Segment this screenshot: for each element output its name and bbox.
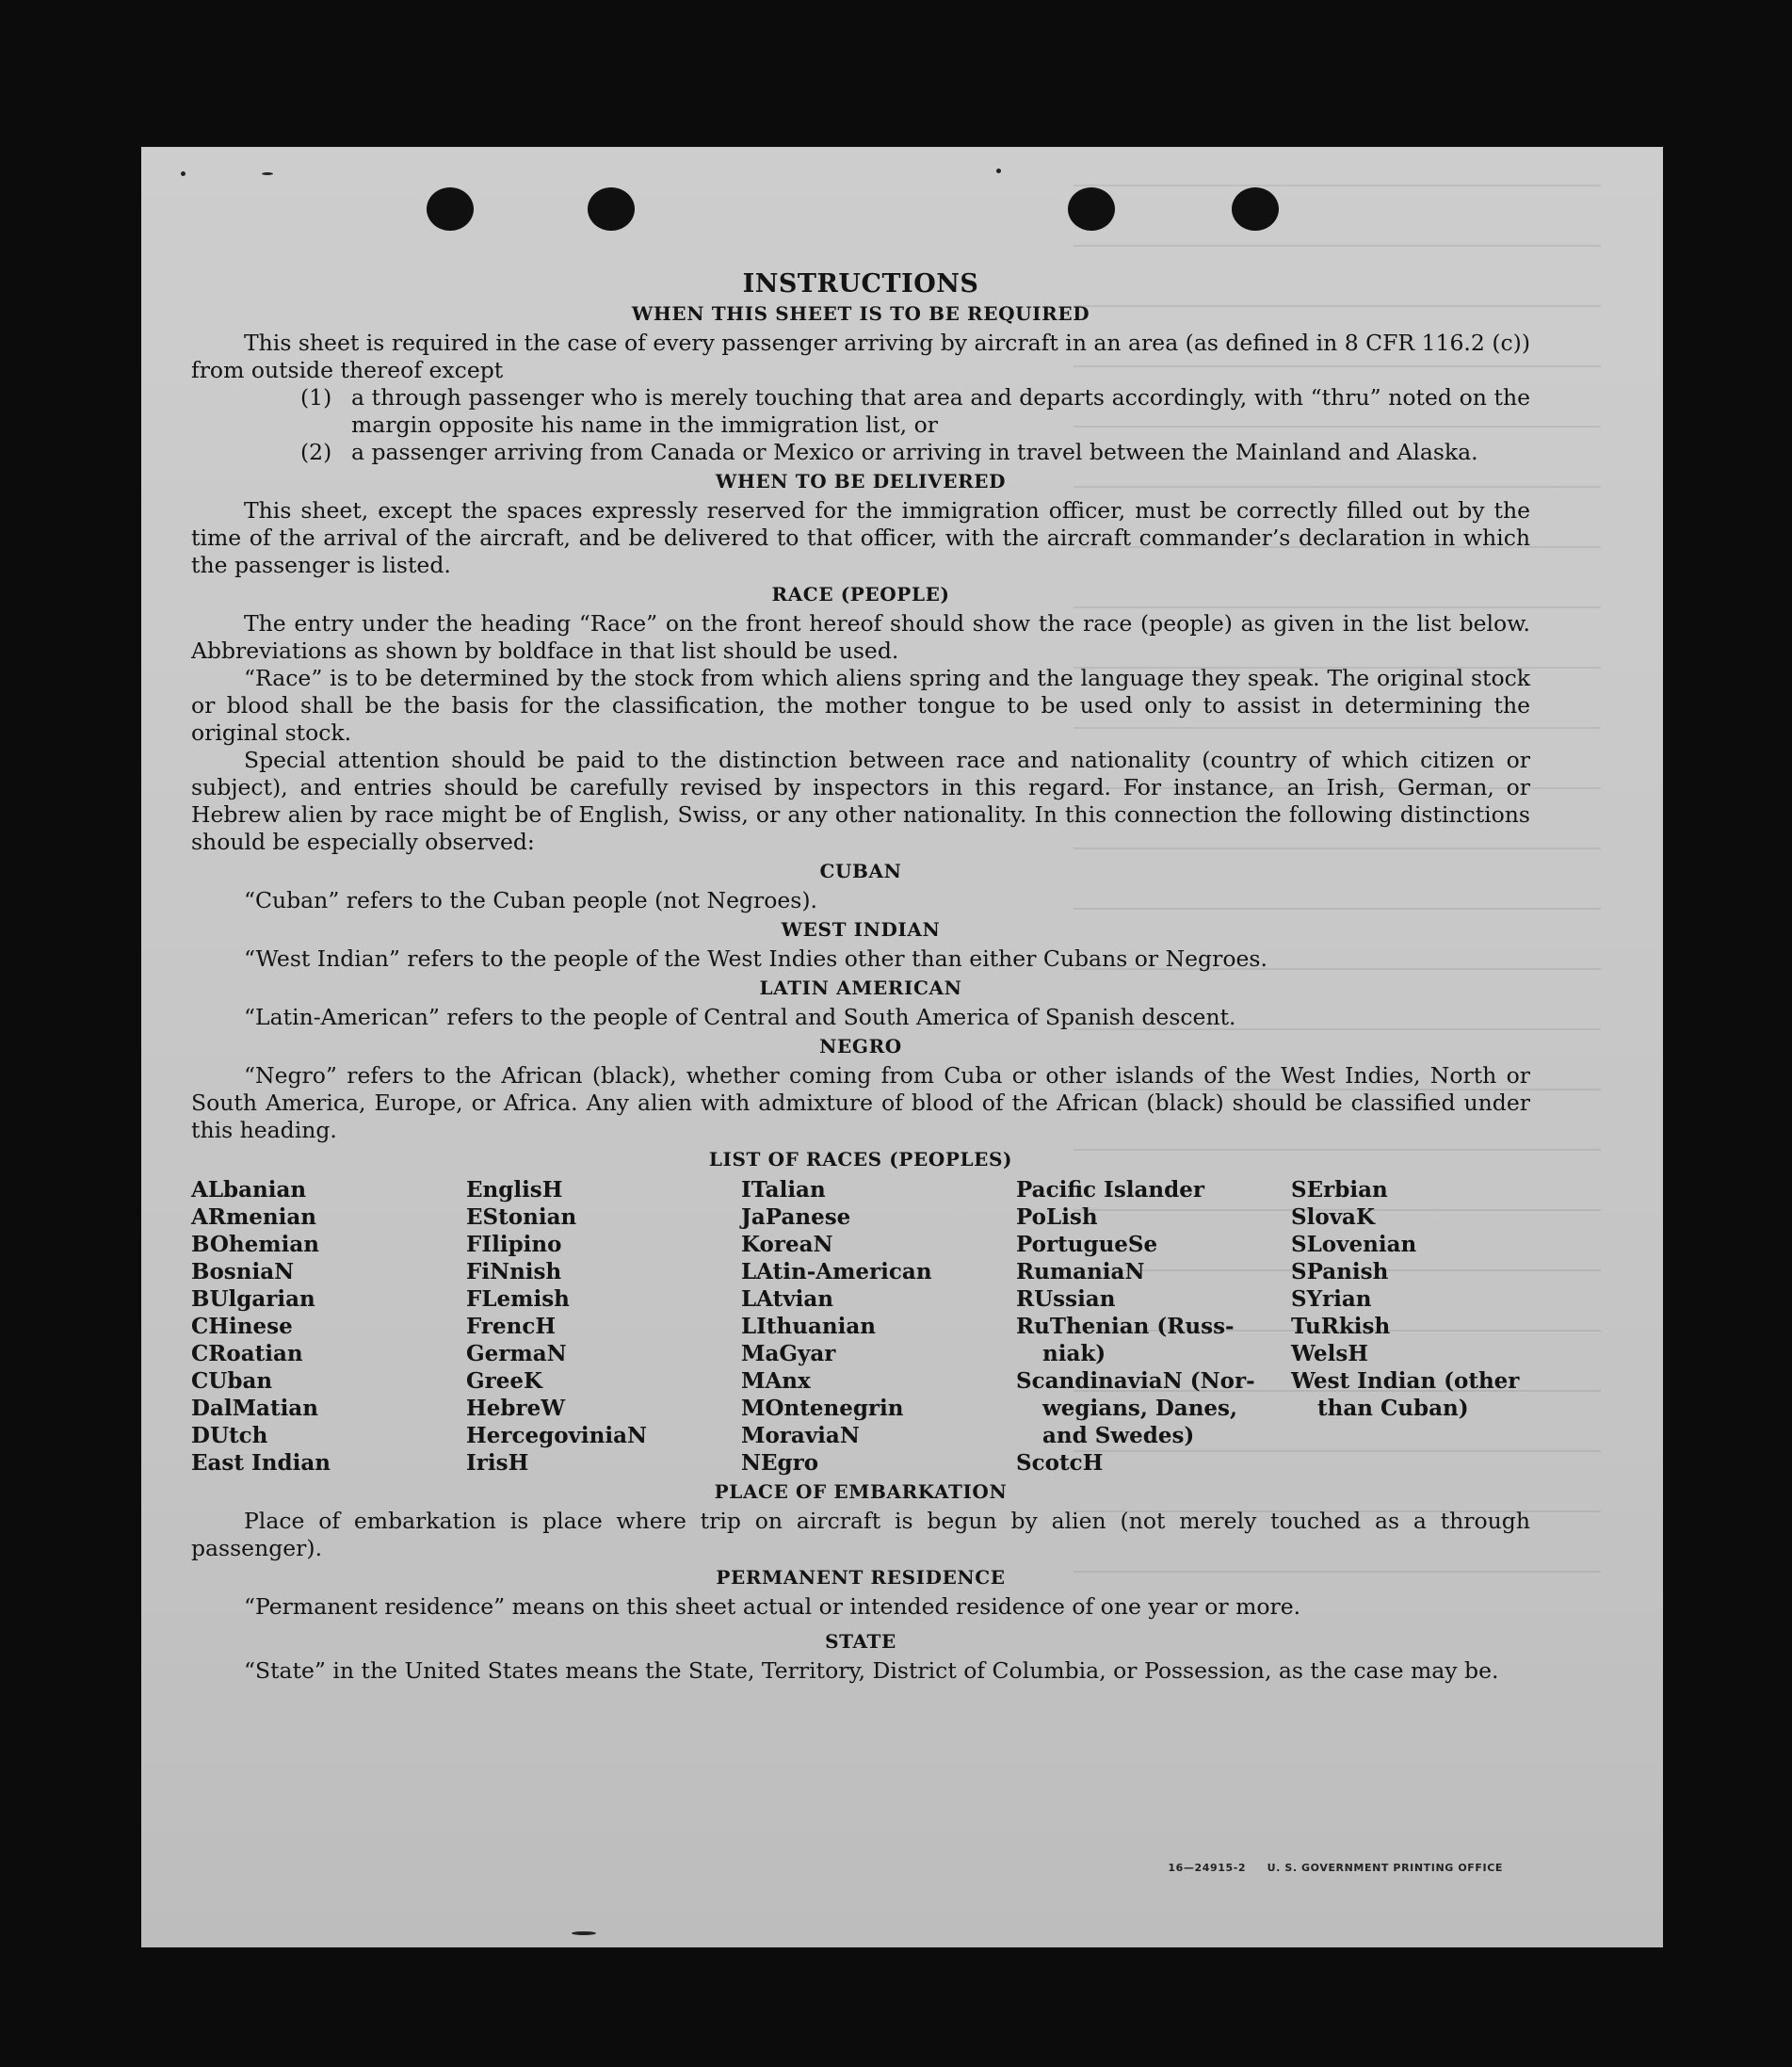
races-column-1 [191, 1176, 466, 1477]
race-entry: BosniaN [191, 1259, 295, 1284]
race-entry: West Indian (other [1291, 1368, 1520, 1394]
races-column-3 [741, 1176, 1016, 1477]
race-entry: RUssian [1016, 1286, 1116, 1312]
list-item-number: (2) [300, 439, 332, 465]
race-entry: PoLish [1016, 1204, 1098, 1230]
latin-american-text: “Latin-American” refers to the people of Central and South America of Spanish descent. [244, 1004, 1236, 1030]
west-indian-text: “West Indian” refers to the people of the West Indies other than either Cubans or Negroes. [244, 945, 1267, 972]
list-item [191, 384, 1530, 439]
punch-hole-1 [427, 187, 474, 231]
punch-hole-4 [1232, 187, 1279, 231]
heading-cuban: CUBAN [819, 860, 902, 882]
race-entry: Pacific Islander [1016, 1177, 1204, 1203]
negro-text: “Negro” refers to the African (black), whether coming from Cuba or other islands of the West Indies, North or South America, Europe, or Africa. Any alien with admixture of blood of the African (black) should be classified under this heading. [191, 1062, 1530, 1143]
race-entry: BOhemian [191, 1232, 319, 1257]
list-item-text: a through passenger who is merely touching that area and departs accordingly, with “thru” noted on the margin opposite his name in the immigration list, or [351, 384, 1530, 438]
specks-decoration [572, 1931, 596, 1935]
race-entry: CHinese [191, 1314, 293, 1339]
heading-embarkation: PLACE OF EMBARKATION [714, 1480, 1008, 1503]
race-entry: GreeK [466, 1368, 543, 1394]
race-entry: East Indian [191, 1450, 331, 1476]
heading-negro: NEGRO [819, 1035, 902, 1058]
race-paragraph-1: The entry under the heading “Race” on the front hereof should show the race (people) as given in the list below. Abbreviations as shown by boldface in that list should be used. [191, 610, 1530, 664]
when-delivered-text: This sheet, except the spaces expressly reserved for the immigration officer, must be correctly filled out by the time of the arrival of the aircraft, and be delivered to that officer, with the aircraft commander’s declaration in which the passenger is listed. [191, 497, 1530, 578]
race-entry: RumaniaN [1016, 1259, 1145, 1284]
race-entry: ITalian [741, 1177, 826, 1203]
race-entry: ScandinaviaN (Nor- [1016, 1368, 1255, 1394]
race-paragraph-2: “Race” is to be determined by the stock from which aliens spring and the language they speak. The original stock or blood shall be the basis for the classification, the mother tongue to be used only to assist in determining the original stock. [191, 665, 1530, 746]
race-entry: EnglisH [466, 1177, 563, 1203]
race-entry: MaGyar [741, 1341, 836, 1366]
cuban-text: “Cuban” refers to the Cuban people (not Negroes). [244, 887, 818, 913]
race-entry-continued-text: and Swedes) [1042, 1423, 1195, 1448]
race-entry-continued-text: wegians, Danes, [1042, 1396, 1237, 1421]
race-entry-continued-text: niak) [1042, 1341, 1106, 1366]
race-entry: GermaN [466, 1341, 567, 1366]
instructions-content [191, 269, 1530, 1685]
race-entry: SlovaK [1291, 1204, 1375, 1230]
race-entry: CRoatian [191, 1341, 303, 1366]
heading-west-indian: WEST INDIAN [781, 918, 941, 941]
printer-name: U. S. GOVERNMENT PRINTING OFFICE [1267, 1862, 1503, 1874]
specks-decoration [996, 169, 1001, 173]
state-text: “State” in the United States means the State, Territory, District of Columbia, or Possession, as the case may be. [244, 1657, 1499, 1684]
race-entry: MoraviaN [741, 1423, 860, 1448]
list-item [191, 439, 1530, 466]
race-entry: ScotcH [1016, 1450, 1104, 1476]
race-entry: CUban [191, 1368, 273, 1394]
race-entry: SErbian [1291, 1177, 1388, 1203]
race-entry: TuRkish [1291, 1314, 1391, 1339]
list-item-number: (1) [300, 384, 332, 411]
race-entry: EStonian [466, 1204, 577, 1230]
heading-latin-american: LATIN AMERICAN [759, 977, 962, 999]
race-entry: PortugueSe [1016, 1232, 1158, 1257]
races-column-4 [1016, 1176, 1291, 1477]
punch-hole-3 [1068, 187, 1115, 231]
race-entry: ARmenian [191, 1204, 317, 1230]
form-number: 16—24915-2 [1168, 1862, 1247, 1874]
race-entry: WelsH [1291, 1341, 1369, 1366]
race-entry: NEgro [741, 1450, 819, 1476]
race-entry: DUtch [191, 1423, 268, 1448]
race-entry: BUlgarian [191, 1286, 315, 1312]
race-entry: KoreaN [741, 1232, 833, 1257]
heading-list-of-races: LIST OF RACES (PEOPLES) [708, 1148, 1013, 1171]
race-entry: LAtvian [741, 1286, 833, 1312]
document-sheet [141, 147, 1663, 1947]
race-entry: JaPanese [741, 1204, 851, 1230]
race-entry: FLemish [466, 1286, 570, 1312]
race-paragraph-3: Special attention should be paid to the distinction between race and nationality (country of which citizen or subject), and entries should be carefully revised by inspectors in this regard. For instance, an Irish, German, or Hebrew alien by race might be of English, Swiss, or any other nationality. In this connection the following distinctions should be especially observed: [191, 747, 1530, 855]
embarkation-text: Place of embarkation is place where trip on aircraft is begun by alien (not merely touched as a through passenger). [191, 1508, 1530, 1561]
races-column-5 [1291, 1176, 1530, 1477]
race-entry: FrencH [466, 1314, 557, 1339]
race-entry-continuation [1291, 1395, 1530, 1422]
race-entry: FiNnish [466, 1259, 562, 1284]
race-entry: LAtin-American [741, 1259, 932, 1284]
heading-when-required: WHEN THIS SHEET IS TO BE REQUIRED [631, 302, 1090, 325]
heading-state: STATE [825, 1630, 896, 1653]
race-entry-continuation [1016, 1340, 1291, 1367]
race-entry: MAnx [741, 1368, 811, 1394]
race-entry: LIthuanian [741, 1314, 876, 1339]
race-entry: HebreW [466, 1396, 566, 1421]
race-entry: MOntenegrin [741, 1396, 904, 1421]
race-entry-continued-text: than Cuban) [1317, 1396, 1469, 1421]
race-entry-continuation [1016, 1395, 1291, 1422]
heading-when-delivered: WHEN TO BE DELIVERED [715, 470, 1007, 493]
punch-hole-2 [588, 187, 635, 231]
list-item-text: a passenger arriving from Canada or Mexico or arriving in travel between the Mainland and Alaska. [351, 439, 1478, 465]
race-entry: SPanish [1291, 1259, 1389, 1284]
specks-decoration [262, 172, 273, 175]
race-entry: SLovenian [1291, 1232, 1417, 1257]
printer-imprint [1151, 1862, 1503, 1874]
races-column-2 [466, 1176, 741, 1477]
race-entry: DalMatian [191, 1396, 318, 1421]
race-entry: ALbanian [191, 1177, 307, 1203]
race-entry: FIlipino [466, 1232, 562, 1257]
race-entry: IrisH [466, 1450, 529, 1476]
permanent-residence-text: “Permanent residence” means on this sheet actual or intended residence of one year or more. [244, 1593, 1301, 1620]
page-title: INSTRUCTIONS [742, 269, 979, 299]
race-entry: RuThenian (Russ- [1016, 1314, 1235, 1339]
races-table [191, 1176, 1530, 1477]
race-entry: HercegoviniaN [466, 1423, 648, 1448]
race-entry-continuation [1016, 1422, 1291, 1449]
specks-decoration [181, 171, 186, 176]
heading-permanent-residence: PERMANENT RESIDENCE [716, 1566, 1006, 1589]
race-entry: SYrian [1291, 1286, 1372, 1312]
when-required-text: This sheet is required in the case of every passenger arriving by aircraft in an area (as defined in 8 CFR 116.2 (c)) from outside thereof except [191, 330, 1530, 383]
heading-race: RACE (PEOPLE) [771, 583, 950, 606]
